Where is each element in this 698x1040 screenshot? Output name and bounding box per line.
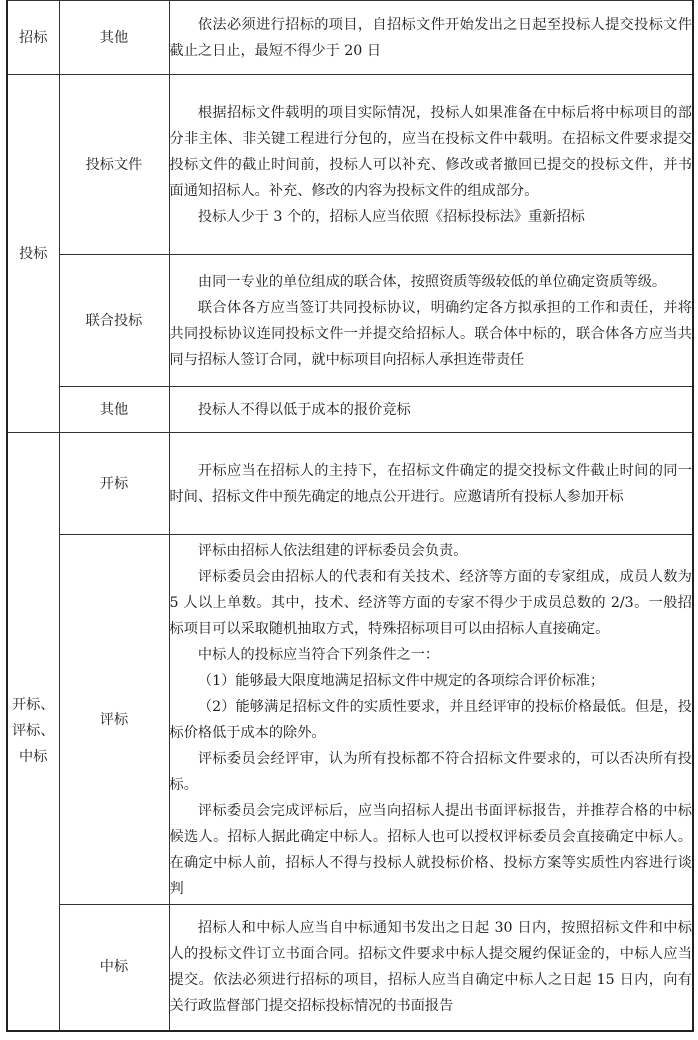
- paragraph: 联合体各方应当签订共同投标协议，明确约定各方拟承担的工作和责任，并将共同投标协议连同投标文件一并提交给招标人。联合体中标的，联合体各方应当共同与招标人签订合同，就中标项目向招标人承担连带责任: [169, 299, 692, 368]
- paragraph: （1）能够最大限度地满足招标文件中规定的各项综合评价标准；: [197, 672, 605, 689]
- paragraph: 中标人的投标应当符合下列条件之一：: [197, 646, 440, 663]
- stage-cell-opening-evaluation-award: [7, 433, 59, 1031]
- table-row: [7, 905, 693, 1031]
- table-row: [7, 255, 693, 387]
- bidding-process-table: [6, 0, 694, 1032]
- item-content: [169, 535, 693, 905]
- paragraph: 招标人和中标人应当自中标通知书发出之日起 30 日内，按照招标文件和中标人的投标文件订立书面合同。招标文件要求中标人提交履约保证金的，中标人应当提交。依法必须进行招标的项目，招标人应当自确定中标人之日起 15 日内，向有关行政监督部门提交招标投标情况的书面报告: [169, 920, 692, 1015]
- item-label: 评标: [59, 535, 169, 905]
- paragraph: 投标人不得以低于成本的报价竞标: [197, 401, 411, 418]
- paragraph: （2）能够满足招标文件的实质性要求，并且经评审的投标价格最低。但是，投标价格低于成本的除外。: [169, 698, 692, 741]
- table-row: [7, 1, 693, 75]
- table-row: [7, 387, 693, 433]
- item-content: [169, 75, 693, 255]
- paragraph: 由同一专业的单位组成的联合体，按照资质等级较低的单位确定资质等级。: [197, 273, 667, 290]
- paragraph: 评标委员会经评审，认为所有投标都不符合招标文件要求的，可以否决所有投标。: [169, 750, 692, 793]
- paragraph: 根据招标文件载明的项目实际情况，投标人如果准备在中标后将中标项目的部分非主体、非关键工程进行分包的，应当在投标文件中载明。在招标文件要求提交投标文件的截止时间前，投标人可以补充、修改或者撤回已提交的投标文件，并书面通知招标人。补充、修改的内容为投标文件的组成部分。: [169, 104, 692, 199]
- paragraph: 依法必须进行招标的项目，自招标文件开始发出之日起至投标人提交投标文件截止之日止，最短不得少于 20 日: [169, 16, 692, 59]
- paragraph: 评标委员会完成评标后，应当向招标人提出书面评标报告，并推荐合格的中标候选人。招标人据此确定中标人。招标人也可以授权评标委员会直接确定中标人。在确定中标人前，招标人不得与投标人就投标价格、投标方案等实质性内容进行谈判: [169, 802, 692, 897]
- table-row: [7, 535, 693, 905]
- stage-label-line: 中标: [19, 749, 48, 766]
- item-content: [169, 433, 693, 535]
- stage-label: 投标: [19, 245, 48, 262]
- paragraph: 投标人少于 3 个的，招标人应当依照《招标投标法》重新招标: [197, 208, 585, 225]
- item-content: [169, 387, 693, 433]
- stage-label: [12, 692, 55, 770]
- stage-cell-bidding: [7, 75, 59, 433]
- stage-label-line: 开标、: [11, 697, 55, 714]
- item-content: [169, 905, 693, 1031]
- item-content: [169, 255, 693, 387]
- item-label: 开标: [59, 433, 169, 535]
- stage-cell-tendering: [7, 1, 59, 75]
- paragraph: 评标由招标人依法组建的评标委员会负责。: [197, 542, 468, 559]
- paragraph: 评标委员会由招标人的代表和有关技术、经济等方面的专家组成，成员人数为 5 人以上单数。其中，技术、经济等方面的专家不得少于成员总数的 2/3。一般招标项目可以采取随机抽取方式，特殊招标项目可以由招标人直接确定。: [169, 568, 692, 637]
- stage-label: 招标: [19, 29, 48, 46]
- item-content: [169, 1, 693, 75]
- item-label: 其他: [59, 387, 169, 433]
- paragraph: 开标应当在招标人的主持下，在招标文件确定的提交投标文件截止时间的同一时间、招标文件中预先确定的地点公开进行。应邀请所有投标人参加开标: [169, 462, 692, 505]
- item-label: 投标文件: [59, 75, 169, 255]
- table-row: [7, 75, 693, 255]
- item-label: 其他: [59, 1, 169, 75]
- item-label: 联合投标: [59, 255, 169, 387]
- item-label: 中标: [59, 905, 169, 1031]
- stage-label-line: 评标、: [11, 723, 55, 740]
- table-row: [7, 433, 693, 535]
